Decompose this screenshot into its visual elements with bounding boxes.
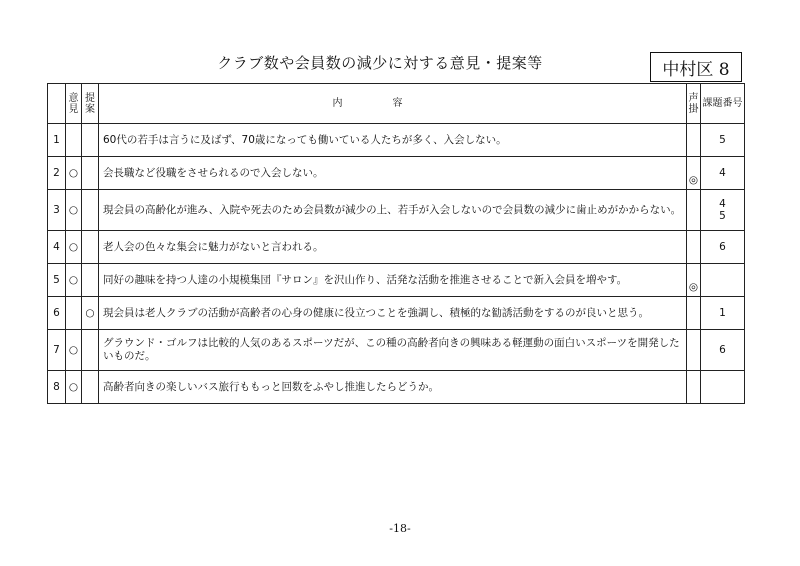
opinion-mark: ○ [66,330,82,371]
issue-code [701,231,745,264]
table-row [48,231,745,264]
opinion-mark: ○ [66,264,82,297]
issue-code [701,330,745,371]
row-number: 7 [48,330,66,371]
proposal-mark [82,330,99,371]
opinion-mark [66,124,82,157]
row-content: 現会員は老人クラブの活動が高齢者の心身の健康に役立つことを強調し、積極的な勧誘活動をするのが良いと思う。 [99,297,687,330]
issue-code-text: 4 5 [719,198,726,222]
table-row [48,157,745,190]
district-label: 中村区 8 [650,52,742,82]
proposal-mark [82,264,99,297]
row-content: グラウンド・ゴルフは比較的人気のあるスポーツだが、この種の高齢者向きの興味ある軽運動の面白いスポーツを開発したいものだ。 [99,330,687,371]
header-code: 課題番号 [701,84,745,124]
voice-mark [687,297,701,330]
voice-mark: ◎ [687,264,701,297]
opinion-mark: ○ [66,190,82,231]
table-row [48,297,745,330]
issue-code [701,371,745,404]
header-content-left: 内 [332,98,393,109]
row-content: 同好の趣味を持つ人達の小規模集団『サロン』を沢山作り、活発な活動を推進させることで新入会員を増やす。 [99,264,687,297]
row-number: 3 [48,190,66,231]
voice-mark [687,231,701,264]
row-number: 5 [48,264,66,297]
header-opinion: 意見 [66,84,82,124]
table-row [48,190,745,231]
header-proposal: 提案 [82,84,99,124]
row-content: 60代の若手は言うに及ばず、70歳になっても働いている人たちが多く、入会しない。 [99,124,687,157]
header-content [99,84,687,124]
row-content: 高齢者向きの楽しいバス旅行ももっと回数をふやし推進したらどうか。 [99,371,687,404]
row-number: 8 [48,371,66,404]
opinion-mark: ○ [66,371,82,404]
header-voice: 声掛 [687,84,701,124]
issue-code [701,264,745,297]
opinion-mark: ○ [66,231,82,264]
table-row [48,124,745,157]
issue-code [701,124,745,157]
table-row [48,330,745,371]
row-number: 1 [48,124,66,157]
issue-code-text: 1 [719,307,726,319]
table-header-row [48,84,745,124]
header-number [48,84,66,124]
proposal-mark: ○ [82,297,99,330]
row-content: 現会員の高齢化が進み、入院や死去のため会員数が減少の上、若手が入会しないので会員数の減少に歯止めがかからない。 [99,190,687,231]
proposal-mark [82,157,99,190]
opinions-table [47,83,745,404]
document-title: クラブ数や会員数の減少に対する意見・提案等 [217,54,543,72]
voice-mark [687,124,701,157]
proposal-mark [82,231,99,264]
table-row [48,371,745,404]
proposal-mark [82,190,99,231]
voice-mark [687,190,701,231]
issue-code [701,190,745,231]
issue-code [701,157,745,190]
row-content: 老人会の色々な集会に魅力がないと言われる。 [99,231,687,264]
issue-code-text: 6 [719,241,726,253]
voice-mark: ◎ [687,157,701,190]
row-number: 2 [48,157,66,190]
row-content: 会長職など役職をさせられるので入会しない。 [99,157,687,190]
page-number: -18- [389,522,411,535]
proposal-mark [82,124,99,157]
issue-code [701,297,745,330]
row-number: 4 [48,231,66,264]
issue-code-text: 4 [719,167,726,179]
proposal-mark [82,371,99,404]
opinion-mark: ○ [66,157,82,190]
opinion-mark [66,297,82,330]
issue-code-text: 6 [719,344,726,356]
row-number: 6 [48,297,66,330]
issue-code-text: 5 [719,134,726,146]
voice-mark [687,330,701,371]
voice-mark [687,371,701,404]
header-content-right: 容 [392,98,453,109]
table-row [48,264,745,297]
